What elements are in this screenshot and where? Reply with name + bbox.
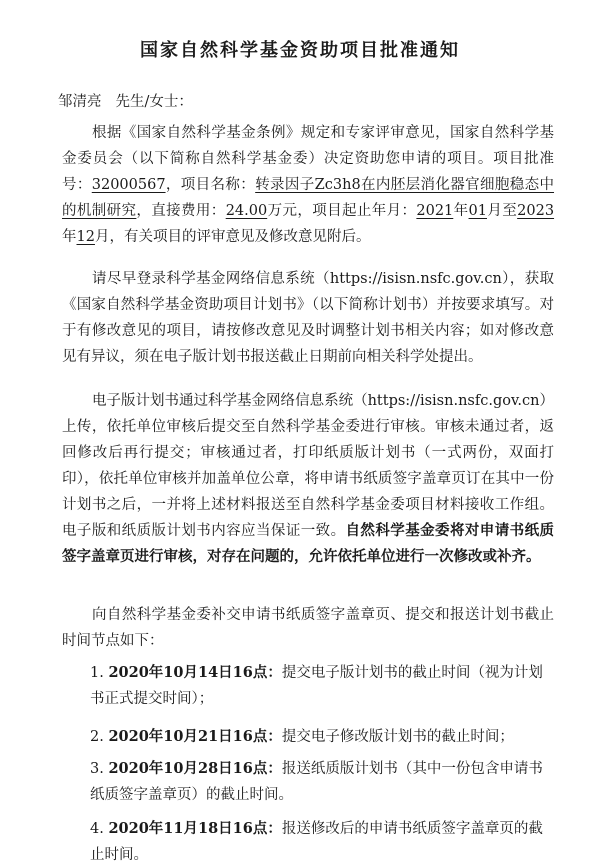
bold-notice: 自然科学基金委将对申请书纸质签字盖章页进行审核，对存在问题的，允许依托单位进行一次修改或补齐。 <box>62 522 554 565</box>
recipient-title: 先生/女士： <box>115 94 193 110</box>
deadline-date: 2020年10月14日16点： <box>108 664 282 681</box>
paragraph-approval: 根据《国家自然科学基金条例》规定和专家评审意见，国家自然科学基金委员会（以下简称自然科学基金委）决定资助您申请的项目。项目批准号：32000567，项目名称：转录因子Zc3h8在内胚层消化器官细胞稳态中的机制研究，直接费用：24.00万元，项目起止年月：2021年01月至2023年12月，有关项目的评审意见及修改意见附后。 <box>62 125 555 245</box>
deadline-desc: 提交电子版计划书的截止时间（视为计划书正式提交时间）； <box>90 665 543 707</box>
direct-cost: 24.00 <box>225 203 268 219</box>
paragraph-deadlines-intro: 向自然科学基金委补交申请书纸质签字盖章页、提交和报送计划书截止时间节点如下： <box>62 607 554 649</box>
deadline-desc: 报送纸质版计划书（其中一份包含申请书纸质签字盖章页）的截止时间。 <box>90 761 543 803</box>
end-year: 2023 <box>517 203 555 219</box>
deadline-desc: 报送修改后的申请书纸质签字盖章页的截止时间。 <box>90 821 543 863</box>
deadline-item: 3. 2020年10月28日16点：报送纸质版计划书（其中一份包含申请书纸质签字盖章页）的截止时间。 <box>90 760 543 803</box>
deadline-item: 1. 2020年10月14日16点：提交电子版计划书的截止时间（视为计划书正式提交时间）； <box>90 664 543 707</box>
deadline-item: 2. 2020年10月21日16点：提交电子修改版计划书的截止时间； <box>90 728 514 745</box>
deadline-desc: 提交电子修改版计划书的截止时间； <box>281 729 514 745</box>
deadline-date: 2020年11月18日16点： <box>108 820 282 837</box>
deadline-item: 4. 2020年11月18日16点：报送修改后的申请书纸质签字盖章页的截止时间。 <box>90 820 543 863</box>
paragraph-submission: 电子版计划书通过科学基金网络信息系统（https://isisn.nsfc.gov.cn）上传，依托单位审核后提交至自然科学基金委进行审核。审核未通过者，返回修改后再行提交；审核通过者，打印纸质版计划书（一式两份，双面打印），依托单位审核并加盖单位公章，将申请书纸质签字盖章页订在其中一份计划书之后，一并将上述材料报送至自然科学基金委项目材料接收工作组。电子版和纸质版计划书内容应当保证一致。自然科学基金委将对申请书纸质签字盖章页进行审核，对存在问题的，允许依托单位进行一次修改或补齐。 <box>62 393 554 565</box>
recipient-name: 邹清亮 <box>58 94 102 110</box>
start-month: 01 <box>468 203 487 219</box>
deadline-date: 2020年10月21日16点： <box>108 728 282 745</box>
approval-number: 32000567 <box>91 177 166 193</box>
paragraph-plan-instructions: 请尽早登录科学基金网络信息系统（https://isisn.nsfc.gov.cn），获取《国家自然科学基金资助项目计划书》（以下简称计划书）并按要求填写。对于有修改意见的项目，请按修改意见及时调整计划书相关内容；如对修改意见有异议，须在电子版计划书报送截止日期前向相关科学处提出。 <box>62 271 554 365</box>
salutation <box>58 90 193 111</box>
deadline-date: 2020年10月28日16点： <box>108 760 282 777</box>
document-title: 国家自然科学基金资助项目批准通知 <box>140 40 460 61</box>
start-year: 2021 <box>416 203 454 219</box>
end-month: 12 <box>76 229 95 245</box>
project-name: 转录因子Zc3h8在内胚层消化器官细胞稳态中的机制研究 <box>62 177 555 219</box>
